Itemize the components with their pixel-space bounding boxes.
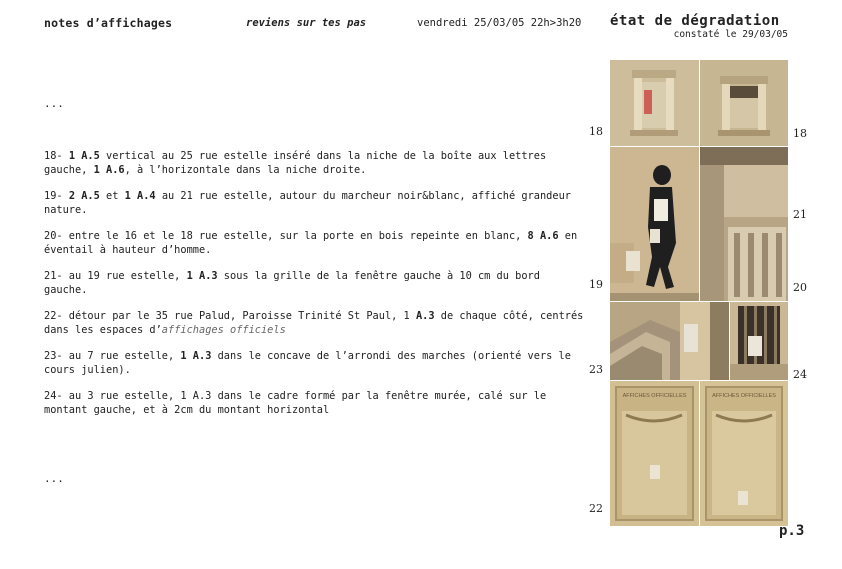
photo-label-23: 23 (589, 363, 603, 376)
photo-niche-left (610, 60, 699, 146)
photo-label-18-right: 18 (793, 127, 807, 140)
photo-label-19: 19 (589, 278, 603, 291)
sign-text-right: AFFICHES OFFICIELLES (712, 393, 776, 399)
note-22: 22- détour par le 35 rue Palud, Paroisse Trinité St Paul, 1 A.3 de chaque côté, centrés dans les espaces d’affichages officiels (44, 310, 584, 336)
note-20: 20- entre le 16 et le 18 rue estelle, sur la porte en bois repeinte en blanc, 8 A.6 en éventail à hauteur d’homme. (44, 230, 578, 256)
header-date: vendredi 25/03/05 22h>3h20 (417, 17, 582, 29)
notes-list (44, 150, 584, 430)
photo-grille (730, 302, 788, 380)
page-number: p.3 (779, 523, 805, 539)
photo-label-21: 21 (793, 208, 807, 221)
photo-label-24: 24 (793, 368, 807, 381)
note-24: 24- au 3 rue estelle, 1 A.3 dans le cadre formé par la fenêtre murée, calé sur le montant gauche, et à 2cm du montant horizontal (44, 390, 547, 416)
ellipsis-bottom: ... (44, 472, 64, 485)
photo-label-22: 22 (589, 502, 603, 515)
note-19: 19- 2 A.5 et 1 A.4 au 21 rue estelle, autour du marcheur noir&blanc, affiché grandeur nature. (44, 190, 571, 216)
state-title: état de dégradation (610, 13, 780, 29)
note-23: 23- au 7 rue estelle, 1 A.3 dans le concave de l’arrondi des marches (orienté vers le cours julien). (44, 350, 571, 376)
header-title: notes d’affichages (44, 16, 173, 30)
photo-door (700, 147, 788, 301)
ellipsis-top: ... (44, 97, 64, 110)
photo-label-18-left: 18 (589, 125, 603, 138)
photo-niche-right (700, 60, 788, 146)
photo-affiches-right (700, 381, 788, 526)
photo-grid (610, 60, 788, 526)
note-21: 21- au 19 rue estelle, 1 A.3 sous la grille de la fenêtre gauche à 10 cm du bord gauche. (44, 270, 540, 296)
photo-steps (610, 302, 729, 380)
photo-label-20: 20 (793, 281, 807, 294)
note-18: 18- 1 A.5 vertical au 25 rue estelle inséré dans la niche de la boîte aux lettres gauche, 1 A.6, à l’horizontale dans la niche droite. (44, 150, 547, 176)
photo-walker (610, 147, 699, 301)
sign-text-left: AFFICHES OFFICIELLES (622, 393, 687, 399)
state-subtitle: constaté le 29/03/05 (673, 29, 788, 40)
photo-affiches-left (610, 381, 699, 526)
header-subtitle: reviens sur tes pas (246, 17, 367, 29)
